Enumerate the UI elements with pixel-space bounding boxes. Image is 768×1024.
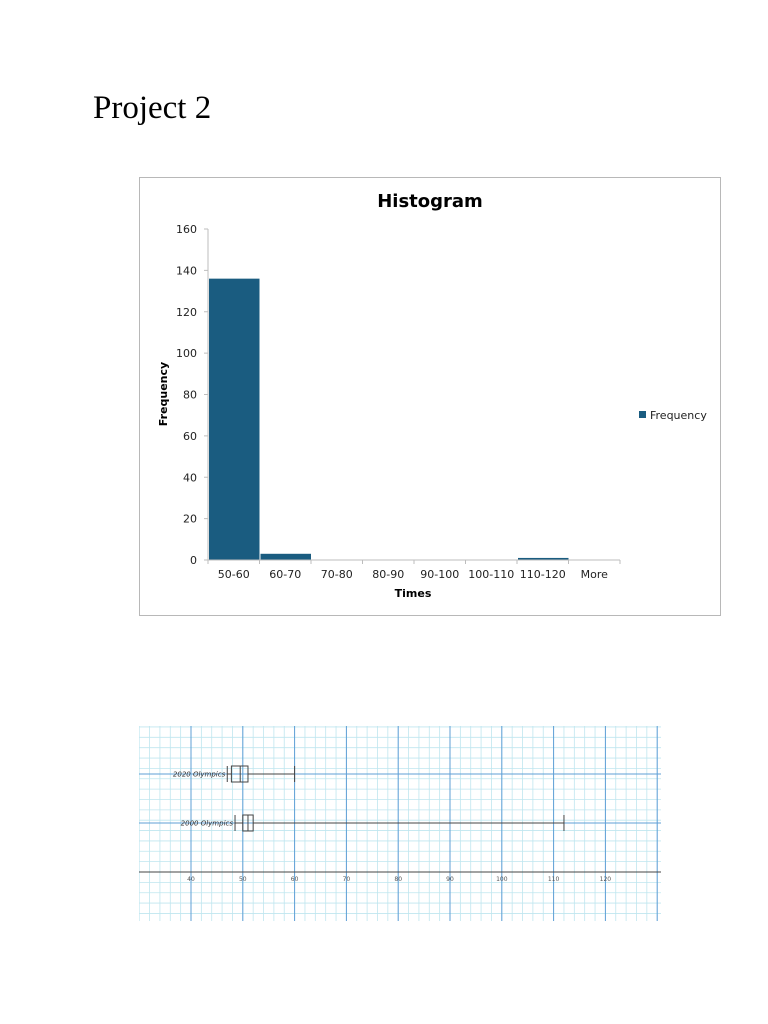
y-tick-label: 40 — [183, 471, 197, 485]
y-tick-label: 60 — [183, 429, 197, 443]
boxplot-series-label: 2020 Olympics — [172, 770, 226, 779]
boxplot-tick-label: 70 — [342, 876, 351, 883]
x-tick-label: 60-70 — [269, 568, 302, 581]
x-tick-label: 90-100 — [420, 568, 460, 581]
boxplot-tick-label: 90 — [446, 876, 454, 883]
y-tick-label: 80 — [183, 388, 197, 402]
x-axis-label: Times — [394, 587, 432, 600]
y-tick-label: 100 — [176, 347, 197, 361]
boxplot-tick-label: 50 — [238, 876, 247, 883]
y-tick-label: 120 — [176, 305, 197, 319]
boxplot-tick-label: 60 — [290, 876, 299, 883]
histogram-chart — [139, 177, 721, 616]
histogram-bar — [209, 279, 260, 560]
page-title: Project 2 — [93, 90, 212, 126]
legend — [639, 409, 707, 422]
boxplot-svg — [139, 726, 661, 921]
y-tick-label: 20 — [183, 512, 197, 526]
boxplot-tick-label: 80 — [394, 876, 403, 883]
y-tick-label: 0 — [190, 554, 197, 567]
x-tick-label: 50-60 — [217, 568, 250, 581]
legend-swatch — [639, 411, 646, 418]
boxplot-tick-label: 110 — [547, 876, 560, 883]
boxplot-tick-label: 40 — [187, 876, 195, 883]
y-tick-label: 140 — [176, 264, 197, 278]
y-axis-label: Frequency — [157, 361, 170, 427]
x-tick-label: More — [580, 568, 608, 581]
histogram-svg — [140, 178, 720, 615]
x-tick-label: 70-80 — [320, 568, 353, 581]
x-tick-label: 110-120 — [519, 568, 566, 581]
boxplot-graph-paper — [139, 726, 661, 921]
boxplot-tick-label: 100 — [496, 876, 508, 883]
boxplot-series-label: 2000 Olympics — [180, 819, 234, 828]
y-tick-label: 160 — [176, 223, 197, 236]
chart-title: Histogram — [377, 191, 483, 212]
legend-label: Frequency — [650, 409, 707, 422]
x-tick-label: 100-110 — [468, 568, 515, 581]
boxplot-tick-label: 120 — [599, 876, 612, 883]
histogram-bar — [261, 554, 312, 560]
x-tick-label: 80-90 — [372, 568, 405, 581]
